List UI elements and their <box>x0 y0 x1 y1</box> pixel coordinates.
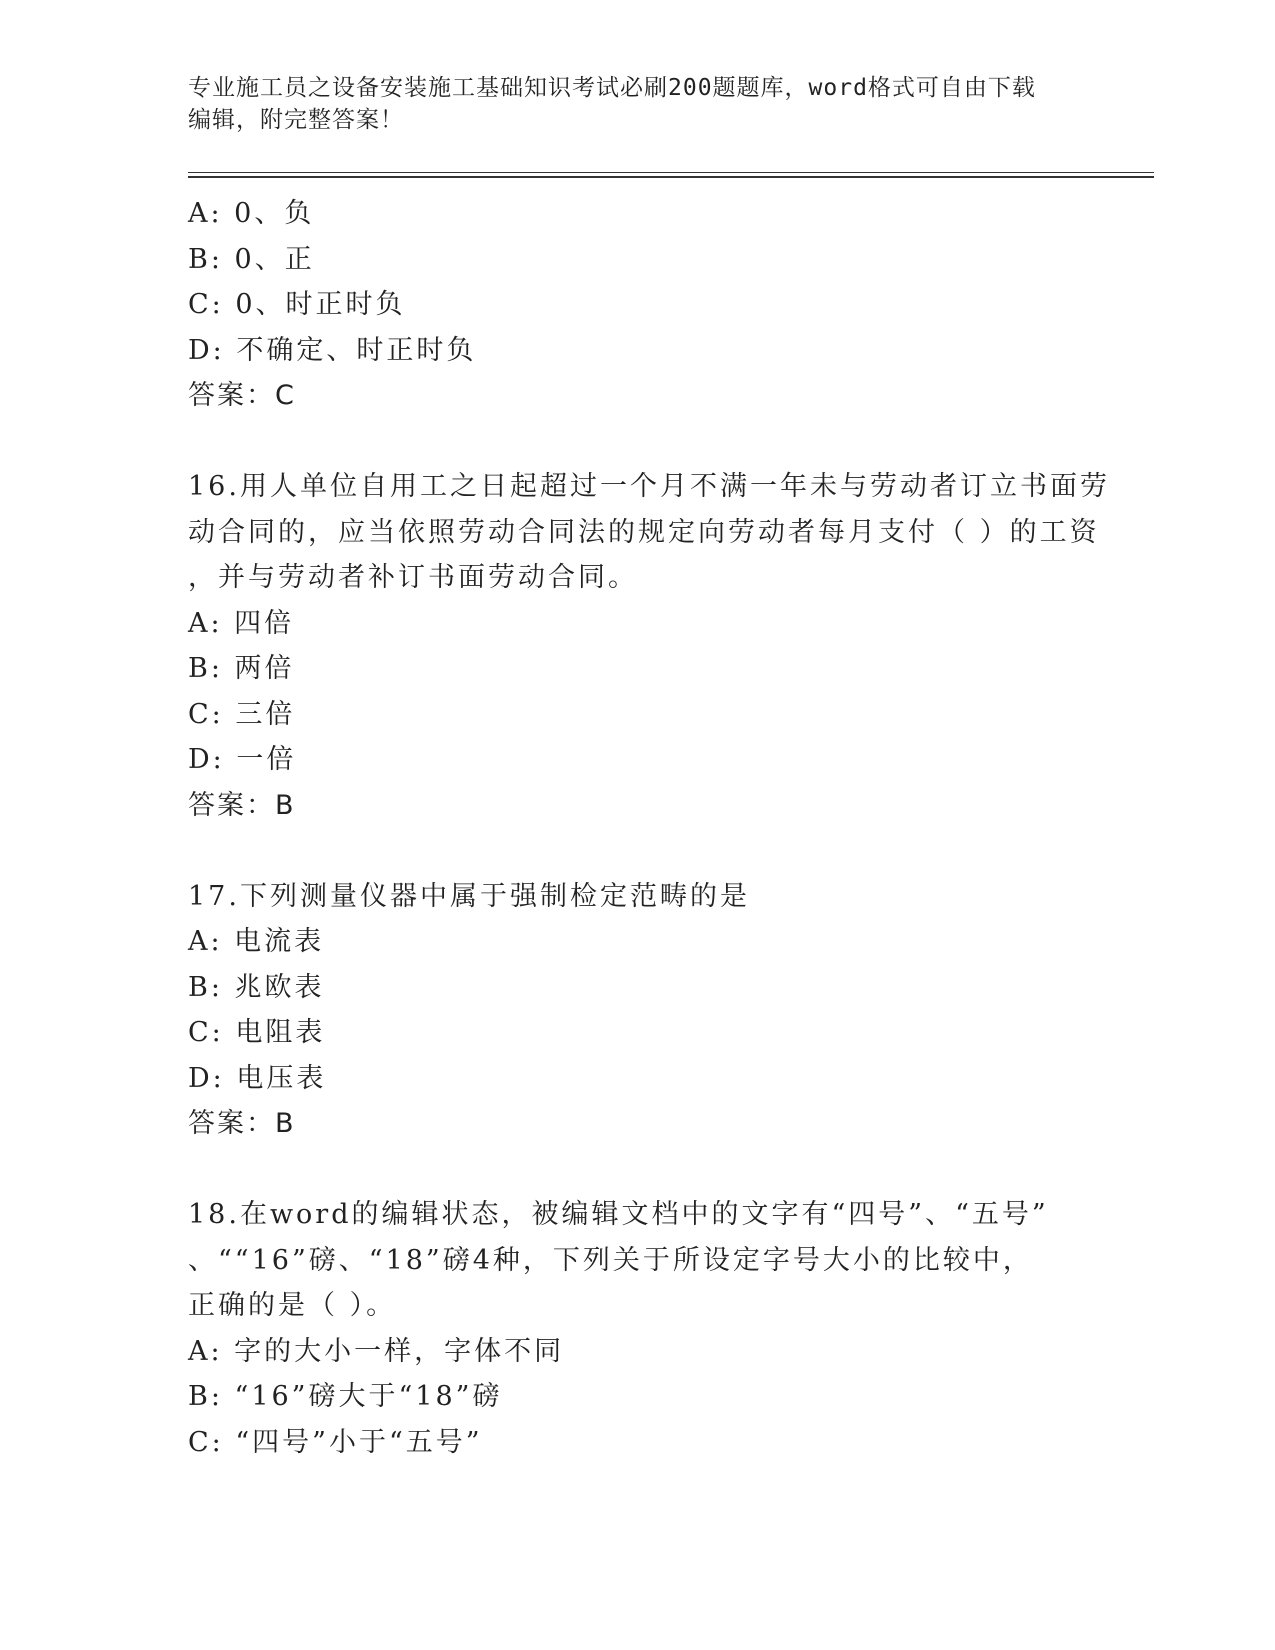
option-b: B: 0、正 <box>188 243 315 275</box>
question-text-line: 16.用人单位自用工之日起超过一个月不满一年未与劳动者订立书面劳 <box>188 471 1110 502</box>
option-a: A: 0、负 <box>188 198 315 229</box>
option-c: C: “四号”小于“五号” <box>188 1426 483 1458</box>
question-text-line: 正确的是（ ）。 <box>188 1290 397 1321</box>
question-text-line: ，并与劳动者补订书面劳动合同。 <box>188 562 638 593</box>
question-text-line: 18.在word的编辑状态，被编辑文档中的文字有“四号”、“五号” <box>188 1199 1049 1230</box>
option-b: B: “16”磅大于“18”磅 <box>188 1381 503 1412</box>
option-d: D: 电压表 <box>188 1062 327 1094</box>
option-d: D: 不确定、时正时负 <box>188 334 477 366</box>
question-text-line: 动合同的，应当依照劳动合同法的规定向劳动者每月支付（ ）的工资 <box>188 516 1100 548</box>
header-divider-thin <box>188 172 1154 173</box>
answer-line: 答案：C <box>188 380 296 411</box>
option-a: A: 字的大小一样，字体不同 <box>188 1335 565 1367</box>
spacer <box>188 419 1088 465</box>
option-c: C: 电阻表 <box>188 1017 326 1048</box>
spacer <box>188 1147 1088 1193</box>
header-line-2: 编辑，附完整答案！ <box>188 107 404 133</box>
option-b: B: 两倍 <box>188 653 295 684</box>
option-a: A: 四倍 <box>188 607 295 639</box>
option-c: C: 0、时正时负 <box>188 289 406 320</box>
question-list <box>188 191 1110 1465</box>
question-18-block <box>188 1192 1088 1465</box>
document-header <box>188 72 1088 136</box>
header-divider-thick <box>188 176 1154 178</box>
option-b: B: 兆欧表 <box>188 971 325 1003</box>
question-text-line: 17.下列测量仪器中属于强制检定范畴的是 <box>188 880 750 912</box>
answer-line: 答案：B <box>188 789 296 821</box>
option-d: D: 一倍 <box>188 744 297 775</box>
answer-line: 答案：B <box>188 1108 296 1139</box>
question-text-line: 、““16”磅、“18”磅4种，下列关于所设定字号大小的比较中， <box>188 1244 1033 1276</box>
option-c: C: 三倍 <box>188 698 296 730</box>
question-16-block <box>188 464 1110 828</box>
header-line-1: 专业施工员之设备安装施工基础知识考试必刷200题题库，word格式可自由下载 <box>188 75 1036 101</box>
option-a: A: 电流表 <box>188 926 325 957</box>
question-15-block <box>188 191 1088 419</box>
question-17-block <box>188 874 1088 1147</box>
spacer <box>188 828 1088 874</box>
